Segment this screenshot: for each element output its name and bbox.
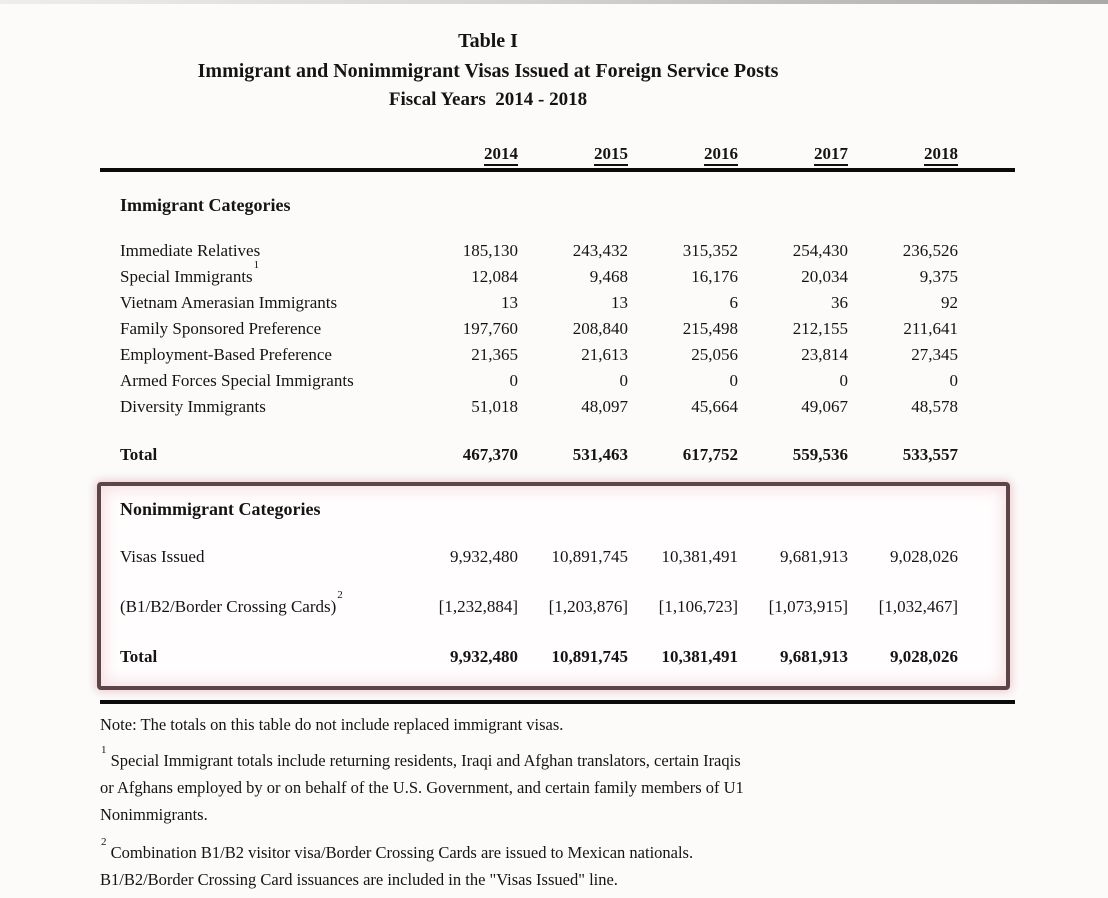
value-cell: 185,130 <box>462 241 518 260</box>
value-cell: 25,056 <box>691 345 738 364</box>
value-cell: 49,067 <box>801 397 848 416</box>
value-cell: 36 <box>831 293 848 312</box>
value-cell: 20,034 <box>801 267 848 286</box>
value-cell: 45,664 <box>691 397 738 416</box>
value-cell: 211,641 <box>903 319 958 338</box>
total-row <box>101 644 1006 670</box>
value-cell: 0 <box>729 371 738 390</box>
immigrant-rows <box>100 238 1015 468</box>
value-cell: 467,370 <box>462 445 518 464</box>
document-header <box>0 30 976 111</box>
total-row <box>100 442 1015 468</box>
value-cell: 0 <box>509 371 518 390</box>
value-cell: 0 <box>949 371 958 390</box>
year-label: 2018 <box>924 144 958 166</box>
value-cell: 10,891,745 <box>551 547 628 566</box>
scan-edge-artifact <box>0 0 1108 4</box>
year-header-row <box>100 144 1015 164</box>
visa-table <box>100 144 1015 704</box>
document-title: Immigrant and Nonimmigrant Visas Issued at Foreign Service Posts <box>197 60 779 82</box>
note-text: Note: The totals on this table do not include replaced immigrant visas. <box>100 715 564 734</box>
footnote-line <box>100 774 1108 801</box>
value-cell: 12,084 <box>471 267 518 286</box>
row-label: Employment-Based Preference <box>120 345 332 364</box>
value-cell: 13 <box>501 293 518 312</box>
value-cell: 559,536 <box>792 445 848 464</box>
table-row <box>100 316 1015 342</box>
value-cell: [1,203,876] <box>548 597 628 616</box>
year-header-cell <box>738 144 848 164</box>
year-label: 2017 <box>814 144 848 166</box>
table-row <box>100 342 1015 368</box>
value-cell: 21,365 <box>471 345 518 364</box>
value-cell: 48,578 <box>911 397 958 416</box>
nonimmigrant-section-heading: Nonimmigrant Categories <box>120 499 321 519</box>
row-label: Total <box>120 647 158 666</box>
value-cell: 9,028,026 <box>890 547 958 566</box>
value-cell: 10,381,491 <box>661 547 738 566</box>
value-cell: 9,681,913 <box>780 647 848 666</box>
row-label: Total <box>120 445 158 464</box>
value-cell: 92 <box>941 293 958 312</box>
value-cell: 254,430 <box>792 241 848 260</box>
footnote-line <box>100 743 1108 774</box>
nonimmigrant-rows <box>101 544 1006 670</box>
footnote-1 <box>100 743 1108 828</box>
row-label: Special Immigrants$^1$ <box>120 259 260 286</box>
value-cell: 531,463 <box>572 445 628 464</box>
year-header-cell <box>518 144 628 164</box>
value-cell: 48,097 <box>581 397 628 416</box>
table-row <box>100 394 1015 420</box>
table-row <box>100 290 1015 316</box>
row-label: Diversity Immigrants <box>120 397 266 416</box>
footnote-line <box>100 801 1108 828</box>
immigrant-section-heading: Immigrant Categories <box>120 195 291 215</box>
row-label: Vietnam Amerasian Immigrants <box>120 293 338 312</box>
header-rule <box>100 168 1015 172</box>
footnote-marker: 2 <box>101 835 107 848</box>
value-cell: 0 <box>619 371 628 390</box>
row-label: Family Sponsored Preference <box>120 319 322 338</box>
footnote-text: Nonimmigrants. <box>100 805 208 824</box>
value-cell: 533,557 <box>902 445 958 464</box>
value-cell: 16,176 <box>691 267 738 286</box>
value-cell: [1,232,884] <box>438 597 518 616</box>
value-cell: 617,752 <box>682 445 738 464</box>
value-cell: [1,032,467] <box>878 597 958 616</box>
value-cell: 9,468 <box>589 267 628 286</box>
value-cell: 9,932,480 <box>450 547 518 566</box>
footnote-2 <box>100 835 1108 893</box>
footnote-line <box>100 835 1108 866</box>
value-cell: 10,891,745 <box>551 647 628 666</box>
row-label: Armed Forces Special Immigrants <box>120 371 354 390</box>
value-cell: 0 <box>839 371 848 390</box>
table-row <box>101 589 1006 620</box>
row-label: Immediate Relatives <box>120 241 261 260</box>
footnote-text: Combination B1/B2 visitor visa/Border Crossing Cards are issued to Mexican nationals. <box>110 843 694 862</box>
value-cell: [1,106,723] <box>658 597 738 616</box>
table-row <box>100 259 1015 290</box>
value-cell: 215,498 <box>682 319 738 338</box>
value-cell: 212,155 <box>792 319 848 338</box>
year-header-cell <box>848 144 958 164</box>
footnote-text: Special Immigrant totals include returning residents, Iraqi and Afghan translators, certain Iraqis <box>110 751 741 770</box>
footnote-marker: 1 <box>253 259 260 272</box>
footnote-text: or Afghans employed by or on behalf of the U.S. Government, and certain family members of U1 <box>100 778 744 797</box>
document-subtitle: Fiscal Years 2014 - 2018 <box>388 89 588 110</box>
value-cell: [1,073,915] <box>768 597 848 616</box>
value-cell: 13 <box>611 293 628 312</box>
value-cell: 9,681,913 <box>780 547 848 566</box>
table-row <box>100 368 1015 394</box>
table-row <box>101 544 1006 570</box>
value-cell: 9,028,026 <box>890 647 958 666</box>
footnote-text: B1/B2/Border Crossing Card issuances are included in the "Visas Issued" line. <box>100 870 618 889</box>
value-cell: 9,375 <box>919 267 958 286</box>
nonimmigrant-highlight-box <box>97 482 1010 690</box>
value-cell: 315,352 <box>682 241 738 260</box>
year-label: 2015 <box>594 144 628 166</box>
footnote-marker: 1 <box>101 743 107 756</box>
value-cell: 27,345 <box>911 345 958 364</box>
value-cell: 6 <box>729 293 738 312</box>
year-label: 2016 <box>704 144 738 166</box>
year-header-cell <box>628 144 738 164</box>
value-cell: 197,760 <box>462 319 518 338</box>
value-cell: 208,840 <box>572 319 628 338</box>
value-cell: 9,932,480 <box>450 647 518 666</box>
table-row <box>100 238 1015 264</box>
table-label: Table I <box>458 30 518 52</box>
year-header-spacer <box>120 144 408 164</box>
footnote-marker: 2 <box>337 589 343 602</box>
value-cell: 236,526 <box>902 241 958 260</box>
year-header-cell <box>408 144 518 164</box>
footnote-line <box>100 866 1108 893</box>
year-label: 2014 <box>484 144 518 166</box>
value-cell: 10,381,491 <box>661 647 738 666</box>
value-cell: 51,018 <box>471 397 518 416</box>
value-cell: 21,613 <box>581 345 628 364</box>
footer-rule <box>100 700 1015 704</box>
value-cell: 23,814 <box>801 345 848 364</box>
value-cell: 243,432 <box>572 241 628 260</box>
row-label: (B1/B2/Border Crossing Cards)$^2$ <box>120 589 343 616</box>
row-label: Visas Issued <box>120 547 205 566</box>
